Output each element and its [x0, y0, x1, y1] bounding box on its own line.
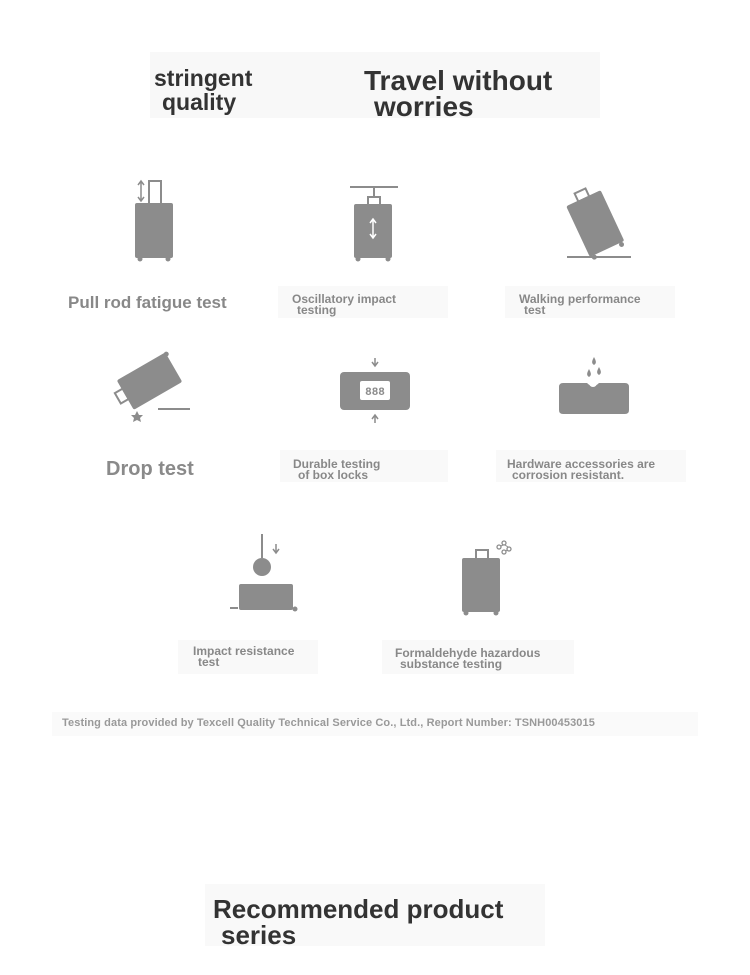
formaldehyde-label: [395, 648, 540, 670]
ball-impact-icon: [228, 532, 302, 614]
walking-label-line1: Walking performance: [519, 292, 641, 306]
water-drops-icon: [556, 352, 632, 418]
pull-rod-label: Pull rod fatigue test: [68, 293, 227, 312]
oscillatory-label-line1: Oscillatory impact: [292, 292, 397, 306]
impact-label-line2: test: [198, 655, 220, 669]
luggage-tilted-icon: [565, 185, 635, 263]
recommended-title-line2: series: [221, 920, 297, 950]
formaldehyde-label-line2: substance testing: [400, 657, 503, 671]
corrosion-label: [507, 459, 655, 481]
walking-label-line2: test: [524, 303, 546, 317]
testing-data-note: Testing data provided by Texcell Quality Technical Service Co., Ltd., Report Number: TSNH00453015: [62, 717, 595, 729]
lock-digits: 888: [365, 387, 385, 399]
locks-label: [293, 459, 380, 481]
slogan-left-line2: quality: [162, 89, 237, 115]
walking-label: [519, 294, 641, 316]
oscillatory-label: [292, 294, 396, 316]
slogan-right-line1: Travel without: [364, 65, 553, 96]
luggage-drop-icon: [112, 350, 194, 425]
recommended-title-line1: Recommended product: [213, 894, 504, 924]
luggage-pull-rod-icon: [130, 178, 180, 263]
corrosion-label-line1: Hardware accessories are: [507, 457, 656, 471]
slogan-left-line1: stringent: [154, 65, 253, 91]
slogan-left: [154, 66, 294, 114]
locks-label-line2: of box locks: [298, 468, 369, 482]
impact-label: [193, 646, 294, 668]
combination-lock-icon: [338, 356, 412, 426]
drop-label: Drop test: [106, 458, 194, 480]
luggage-hanging-icon: [348, 180, 400, 265]
locks-label-line1: Durable testing: [293, 457, 381, 471]
slogan-right: [364, 65, 604, 122]
oscillatory-label-line2: testing: [297, 303, 337, 317]
corrosion-label-line2: corrosion resistant.: [512, 468, 625, 482]
impact-label-line1: Impact resistance: [193, 644, 295, 658]
slogan-right-line2: worries: [374, 91, 474, 122]
recommended-title: [213, 896, 503, 948]
molecule-luggage-icon: [455, 536, 519, 618]
formaldehyde-label-line1: Formaldehyde hazardous: [395, 646, 541, 660]
